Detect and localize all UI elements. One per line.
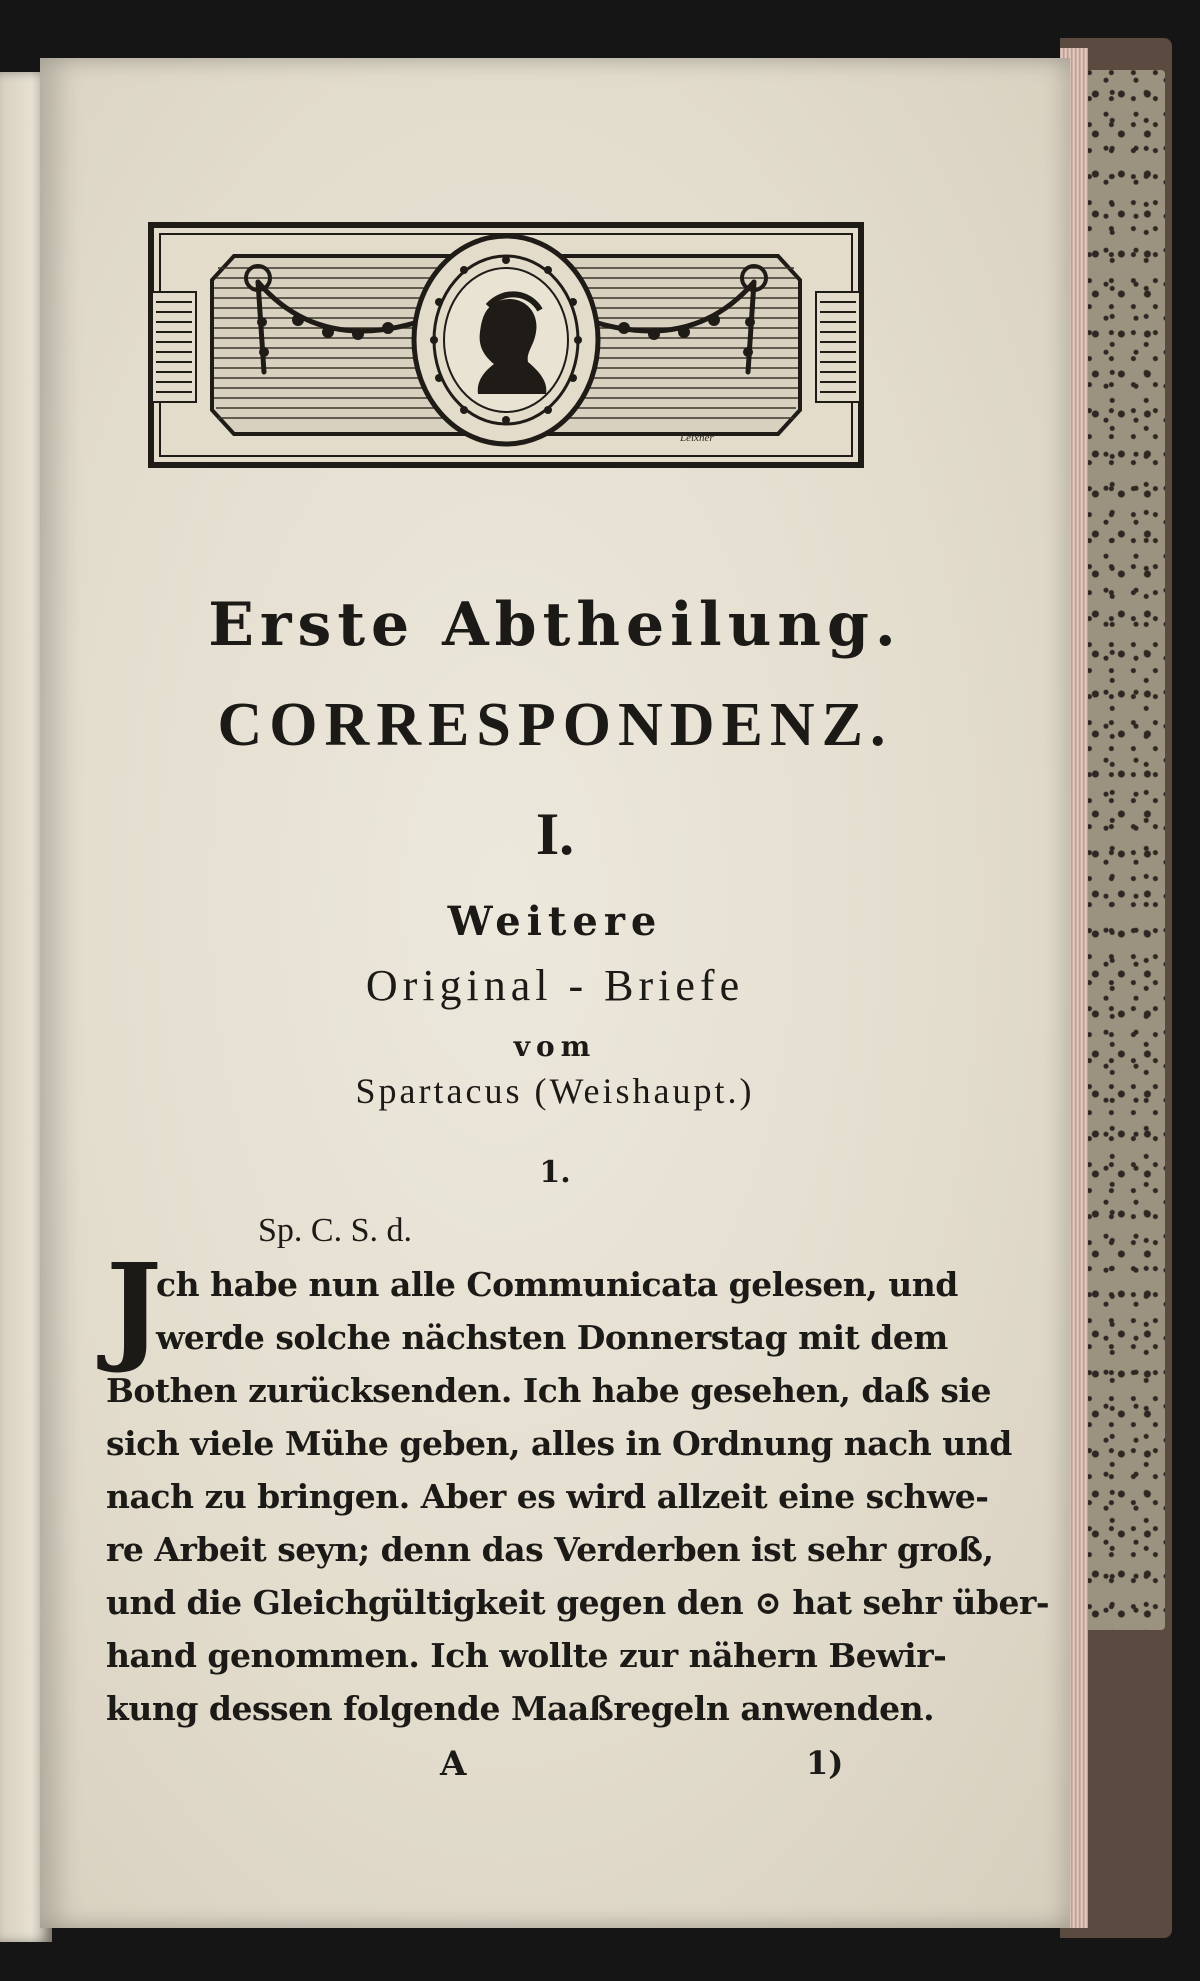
header-ornament: [148, 222, 864, 468]
body-line: sich viele Mühe geben, alles in Ordnung nach und: [106, 1424, 1012, 1463]
engraver-signature: Leixner: [680, 432, 714, 444]
section-heading: CORRESPONDENZ.: [217, 691, 893, 759]
marbled-cover: [1085, 70, 1165, 1630]
body-line: kung dessen folgende Maaßregeln anwenden.: [106, 1689, 935, 1728]
body-line: ch habe nun alle Communicata gelesen, und: [156, 1265, 958, 1304]
title-line-4: Spartacus (Weishaupt.): [355, 1071, 755, 1111]
title-line-1: Weitere: [447, 898, 663, 945]
letter-body: [106, 1258, 1050, 1735]
part-heading: Erste Abtheilung.: [208, 590, 902, 660]
drop-cap: J: [106, 1237, 162, 1376]
signature-mark: A: [440, 1744, 467, 1784]
letter-salutation: Sp. C. S. d.: [258, 1212, 412, 1249]
catchword: 1): [806, 1744, 844, 1782]
body-line: nach zu bringen. Aber es wird allzeit eine schwe-: [106, 1477, 989, 1516]
title-line-3: vom: [513, 1030, 597, 1063]
letter-number: 1.: [539, 1155, 571, 1190]
left-side-panel: [152, 292, 196, 402]
medallion-portrait: [414, 236, 598, 444]
body-line: Bothen zurücksenden. Ich habe gesehen, daß sie: [106, 1371, 991, 1410]
body-line: und die Gleichgültigkeit gegen den ⊙ hat sehr über-: [106, 1583, 1050, 1622]
title-line-2: Original - Briefe: [365, 961, 745, 1010]
body-line: hand genommen. Ich wollte zur nähern Bewir-: [106, 1636, 947, 1675]
body-line: werde solche nächsten Donnerstag mit dem: [156, 1318, 948, 1357]
right-side-panel: [816, 292, 860, 402]
body-line: re Arbeit seyn; denn das Verderben ist sehr groß,: [106, 1530, 994, 1569]
section-number: I.: [535, 801, 575, 867]
